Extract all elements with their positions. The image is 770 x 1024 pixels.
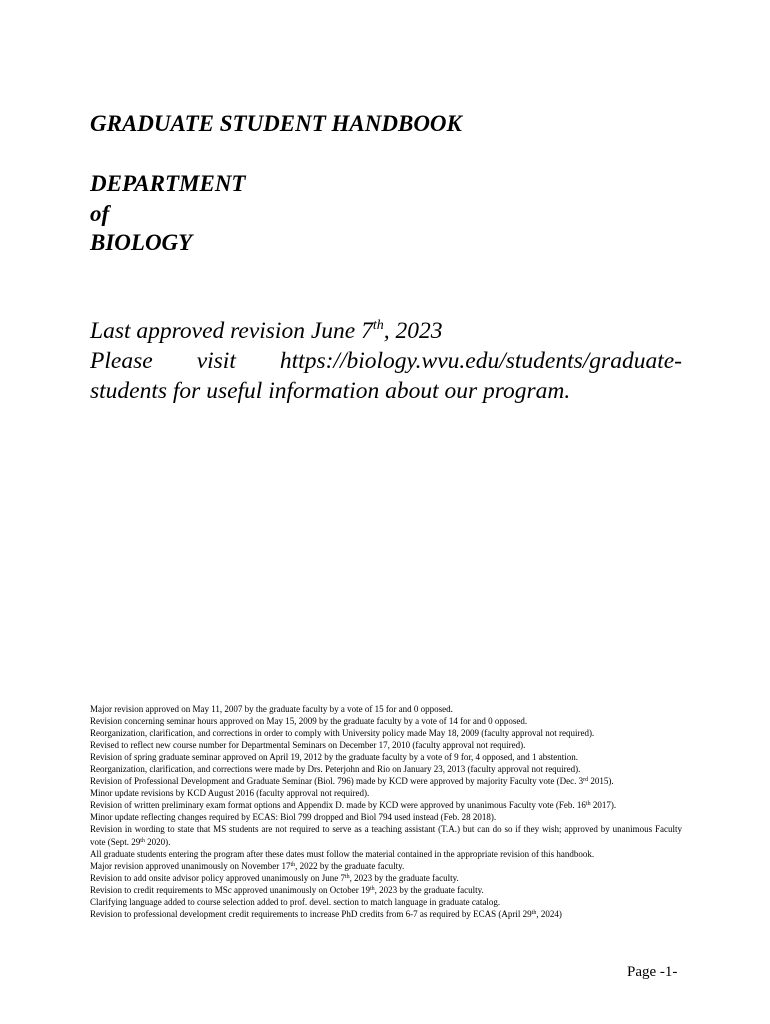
- visit-word: Please: [90, 348, 153, 374]
- department-heading: [90, 169, 245, 258]
- visit-line-continuation: students for useful information about our program.: [90, 378, 571, 404]
- visit-line: [90, 346, 682, 376]
- revision-history-item: Revision concerning seminar hours approved on May 15, 2009 by the graduate faculty by a vote of 14 for and 0 opposed.: [90, 716, 528, 727]
- revision-history-item: Revision of spring graduate seminar approved on April 19, 2012 by the graduate faculty by a vote of 9 for, 4 opposed, and 1 abstention.: [90, 752, 579, 763]
- department-line: DEPARTMENT: [90, 171, 246, 196]
- department-line: of: [90, 200, 110, 226]
- visit-word: visit: [196, 348, 236, 374]
- revision-history-item: Major revision approved on May 11, 2007 by the graduate faculty by a vote of 15 for and 0 opposed.: [90, 704, 453, 714]
- revision-history-item: All graduate students entering the program after these dates must follow the material contained in the appropriate revision of this handbook.: [90, 848, 595, 859]
- revision-history-item: Revised to reflect new course number for Departmental Seminars on December 17, 2010 (faculty approval not required).: [90, 740, 526, 751]
- revision-history-item: Minor update revisions by KCD August 2016 (faculty approval not required).: [90, 788, 370, 799]
- program-link[interactable]: https://biology.wvu.edu/students/graduate-: [279, 348, 682, 374]
- revision-history-item: Revision to credit requirements to MSc approved unanimously on October 19th, 2023 by the graduate faculty.: [90, 884, 484, 895]
- revision-history-item: Revision to professional development credit requirements to increase PhD credits from 6-7 as required by ECAS (April 29th, 2024): [90, 908, 562, 919]
- revision-history-item: Revision of written preliminary exam format options and Appendix D. made by KCD were approved by unanimous Faculty vote (Feb. 16th 2017).: [90, 800, 617, 811]
- revision-history-item: Revision in wording to state that MS students are not required to serve as a teaching assistant (T.A.) but can do so if they wish; approved by unanimous Faculty vote (Sept. 29th 2020).: [90, 824, 682, 847]
- last-approved-revision: Last approved revision June 7th, 2023: [90, 318, 443, 344]
- revision-history-item: Major revision approved unanimously on November 17th, 2022 by the graduate faculty.: [90, 860, 405, 871]
- revision-notice: [90, 316, 682, 406]
- revision-history-item: Revision to add onsite advisor policy approved unanimously on June 7th, 2023 by the graduate faculty.: [90, 872, 459, 883]
- department-line: BIOLOGY: [90, 230, 193, 255]
- revision-history-item: Minor update reflecting changes required by ECAS: Biol 799 dropped and Biol 794 used instead (Feb. 28 2018).: [90, 812, 497, 823]
- document-title: GRADUATE STUDENT HANDBOOK: [90, 111, 462, 136]
- revision-history-item: Reorganization, clarification, and corrections were made by Drs. Peterjohn and Rio on January 23, 2013 (faculty approval not required).: [90, 764, 581, 775]
- revision-history-item: Reorganization, clarification, and corrections in order to comply with University policy made May 18, 2009 (faculty approval not required).: [90, 728, 595, 739]
- revision-history: [90, 703, 682, 920]
- revision-history-item: Revision of Professional Development and Graduate Seminar (Biol. 796) made by KCD were approved by majority Faculty vote (Dec. 3rd 2015).: [90, 776, 614, 787]
- page-number: Page -1-: [627, 964, 678, 980]
- revision-history-item: Clarifying language added to course selection added to prof. devel. section to match language in graduate catalog.: [90, 896, 501, 907]
